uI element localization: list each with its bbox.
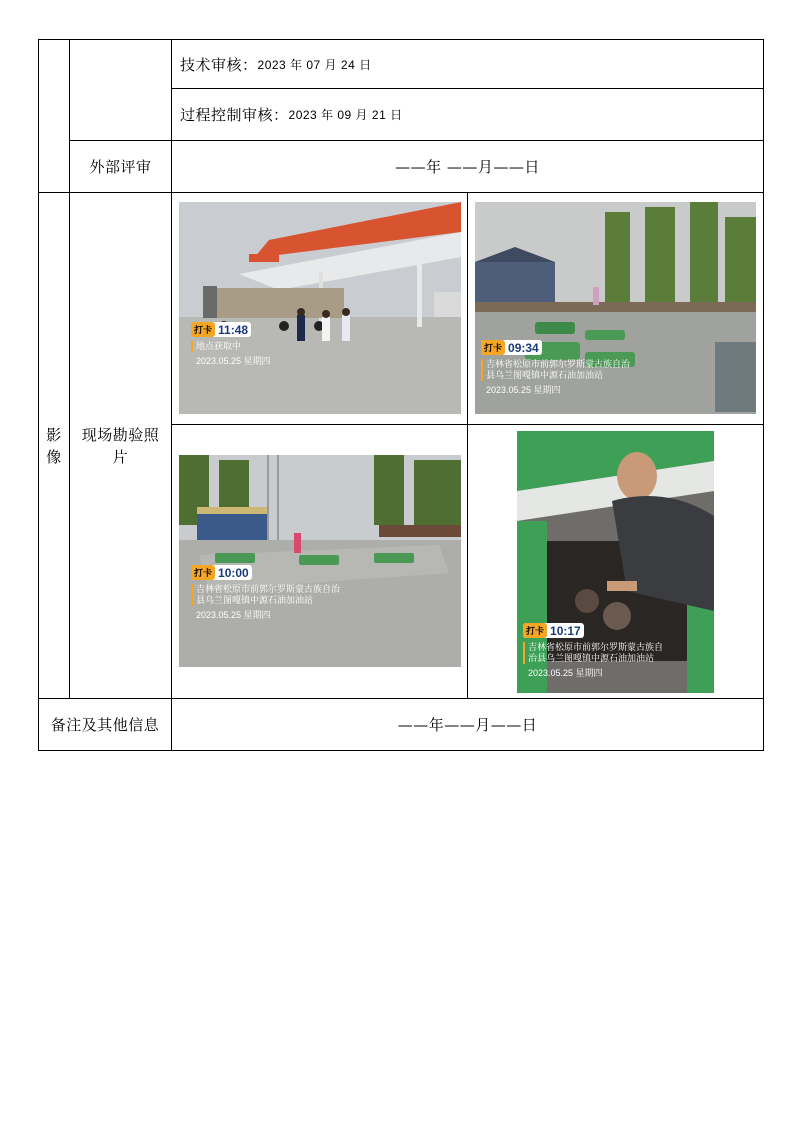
photo-2-stamp [481, 338, 636, 396]
notes-label: 备注及其他信息 [50, 716, 160, 734]
photo-4-time: 10:17 [550, 623, 581, 638]
photo-2-tag: 打卡 [481, 340, 505, 355]
photo-4-location: 吉林省松原市前郭尔罗斯蒙古族自治县乌兰图嘎镇中源石油加油站 [523, 642, 663, 664]
images-category-label: 影像 [46, 425, 62, 466]
tech-review-cell [172, 40, 763, 88]
photo-2-date: 2023.05.25 星期四 [486, 385, 561, 395]
photo-3-time: 10:00 [218, 565, 249, 580]
table-border-right [763, 39, 764, 751]
site-photo-3 [179, 455, 461, 667]
photo-3-date: 2023.05.25 星期四 [196, 610, 271, 620]
process-review-label: 过程控制审核： [180, 106, 289, 124]
site-photo-1 [179, 202, 461, 414]
tech-review-date: 2023 年 07 月 24 日 [257, 57, 372, 72]
external-review-date: ——年 ——月——日 [395, 158, 540, 176]
process-review-date: 2023 年 09 月 21 日 [288, 108, 403, 122]
photo-3-stamp [191, 563, 346, 621]
site-photo-4 [517, 431, 714, 693]
tech-review-label: 技术审核： [180, 55, 258, 74]
external-review-label: 外部评审 [89, 158, 152, 176]
images-sub-label: 现场勘验照片 [81, 425, 160, 466]
photo-1-tag: 打卡 [191, 322, 215, 337]
photo-1-location: 地点获取中 [191, 341, 346, 352]
photo-1-time: 11:48 [218, 322, 249, 337]
divider-photo-row [171, 424, 764, 425]
photo-4-tag: 打卡 [523, 623, 547, 638]
notes-date: ——年——月——日 [397, 716, 538, 734]
photo-3-tag: 打卡 [191, 565, 215, 580]
photo-1-stamp [191, 320, 346, 367]
photo-3-location: 吉林省松原市前郭尔罗斯蒙古族自治县乌兰图嘎镇中源石油加油站 [191, 584, 346, 606]
photo-2-location: 吉林省松原市前郭尔罗斯蒙古族自治县乌兰图嘎镇中源石油加油站 [481, 359, 636, 381]
photo-1-date: 2023.05.25 星期四 [196, 356, 271, 366]
photo-4-date: 2023.05.25 星期四 [528, 668, 603, 678]
divider-photo-mid [467, 193, 468, 699]
site-photo-2 [475, 202, 756, 414]
photo-2-time: 09:34 [508, 340, 539, 355]
process-review-cell [172, 89, 763, 140]
photo-4-stamp [523, 621, 663, 679]
table-border-bottom [38, 750, 764, 751]
